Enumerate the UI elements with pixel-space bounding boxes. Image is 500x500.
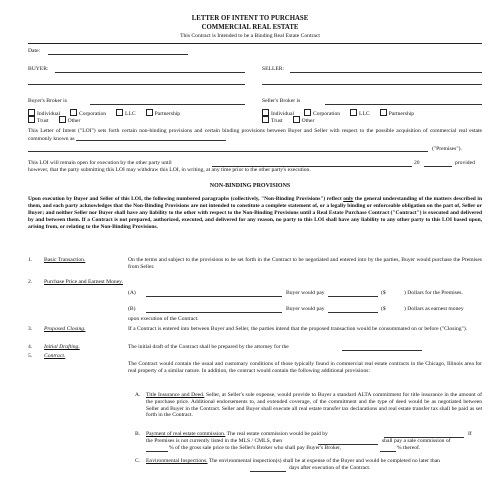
premises-line-2[interactable] (28, 151, 428, 152)
item-2-number: 2. (28, 279, 33, 285)
item-3-text: If a Contract is entered into between Buyer and Seller, the parties intend that the proposed transaction would be consummated on or before ("Closing"). (128, 326, 468, 332)
buyers-broker-line[interactable] (90, 104, 245, 105)
item-4-text: The initial draft of the Contract shall be prepared by the attorney for the (128, 344, 289, 350)
subitem-b-line2: the Premises is not currently listed in the MLS / CMLS, then (146, 438, 283, 444)
item-3-number: 3. (28, 326, 33, 332)
validity-line-2: however, that the party submitting this LOI may withdraw this LOI, in writing, at any time prior to the other party's execution. (28, 167, 311, 173)
checkbox-icon[interactable] (262, 116, 269, 123)
item-3-title: Proposed Closing. (44, 326, 86, 332)
date-line[interactable] (48, 54, 188, 55)
inspection-days-line[interactable] (250, 471, 286, 472)
nonbinding-heading: NON-BINDING PROVISIONS (209, 183, 291, 189)
subitem-b-line1: Payment of real estate commission. The real estate commission would be paid by (146, 431, 328, 437)
buyer-line-1[interactable] (55, 72, 245, 73)
item-2a-label: (A) (128, 290, 136, 296)
nonbinding-paragraph: Upon execution by Buyer and Seller of this LOI, the following numbered paragraphs (collectively, "Non-Binding Provisions") reflect only the general understanding of the matters described in them, and each party acknowledges that the Non-Binding Provisions are not intended to constitute a complete statement of, or a legally binding or enforceable obligation on the part of, Seller or Buyer; and neither Seller nor Buyer shall have any liability to the other with respect to the Non-Binding Provisions until a Real Estate Purchase Contract ("Contract") is executed and delivered by and between them. If a Contract is not prepared, authorized, executed, and delivered for any reason, no party to this LOI shall have any liability to any other party to this LOI based upon, arising from, or relating to the Non-Binding Provisions. (28, 196, 483, 230)
buyer-corporation-checkbox[interactable]: Corporation (70, 109, 106, 118)
subitem-b-line2-end: shall pay a sale commission of (382, 438, 451, 444)
buyer-individual-checkbox[interactable]: Individual (28, 109, 60, 118)
seller-partnership-checkbox[interactable]: Partnership (380, 109, 414, 118)
item-2b-label: (B) (128, 306, 136, 312)
earnest-amount-line[interactable] (328, 312, 378, 313)
item-1-text: On the terms and subject to the provisions to be set forth in the Contract to be negotiated and entered into by the parties, Buyer would purchase the Premises from Seller. (128, 257, 482, 270)
subitem-b-line3: % of the gross sale price to the Seller's Broker who shall pay Buyer's Broker, (169, 445, 342, 451)
seller-line-2[interactable] (262, 84, 482, 85)
subitem-c-label: C. (135, 458, 141, 464)
seller-llc-checkbox[interactable]: LLC (350, 109, 370, 118)
seller-trust-checkbox[interactable]: Trust (262, 116, 283, 125)
validity-year-line[interactable] (424, 166, 452, 167)
document-subtitle: This Contract is Intended to be a Binding Real Estate Contract (180, 33, 320, 39)
validity-provided: provided (455, 160, 475, 166)
seller-line-1[interactable] (290, 72, 482, 73)
seller-label: SELLER: (262, 66, 285, 72)
document-title-line1: LETTER OF INTENT TO PURCHASE (191, 15, 309, 22)
validity-year-prefix: 20 (414, 160, 420, 166)
item-5-number: 5. (28, 353, 33, 359)
item-1-number: 1. (28, 257, 33, 263)
document-title-line2: COMMERCIAL REAL ESTATE (201, 24, 299, 31)
subitem-b-if: If (468, 431, 472, 437)
item-2b-end: ) Dollars as earnest money (404, 306, 464, 312)
price-words-line[interactable] (146, 296, 282, 297)
item-2a-dollars: ($ (381, 290, 386, 296)
price-amount-line[interactable] (328, 296, 378, 297)
checkbox-icon[interactable] (28, 116, 35, 123)
validity-line-1: This LOI will remain open for execution by the other party until (28, 160, 172, 166)
item-2-title: Purchase Price and Earnest Money. (44, 279, 124, 285)
subitem-a-text: Title Insurance and Deed. Seller, at Seller's sole expense, would provide to Buyer a standard ALTA commitment for title insurance in the amount of the purchase price. Additional endorsements to, and extended coverage, of the commitment and the type of deed would be as negotiated between Seller and Buyer in the Contract. Seller and Buyer shall execute all real estate transfer tax declarations and real estate transfer tax shall be paid as set forth in the Contract. (146, 392, 482, 419)
subitem-b-label: B. (135, 431, 141, 437)
intro-paragraph: This Letter of Intent ("LOI") sets forth certain non-binding provisions and certain binding provisions between Buyer and Seller with respect to the possible acquisition of commercial real estate commonly known as (28, 128, 482, 142)
checkbox-icon[interactable] (262, 109, 269, 116)
item-2b-mid: Buyer would pay (286, 306, 325, 312)
checkbox-icon[interactable] (59, 116, 66, 123)
checkbox-icon[interactable] (146, 109, 153, 116)
checkbox-icon[interactable] (380, 109, 387, 116)
item-1-title: Basic Transaction. (44, 257, 86, 263)
checkbox-icon[interactable] (116, 109, 123, 116)
subitem-b-line3-end: % thereof. (397, 445, 421, 451)
seller-entity-row-2 (262, 116, 324, 125)
buyer-line-2[interactable] (28, 84, 245, 85)
subitem-a-label: A. (135, 392, 141, 398)
sellers-broker-line[interactable] (325, 104, 482, 105)
seller-individual-checkbox[interactable]: Individual (262, 109, 294, 118)
date-label: Date: (28, 48, 41, 54)
sellers-broker-label: Seller's Broker is (262, 98, 301, 104)
checkbox-icon[interactable] (293, 116, 300, 123)
item-5-text: The Contract would contain the usual and customary conditions of those typically found in commercial real estate contracts in the Chicago, Illinois area for real property of a similar nature. In addition, the contract would contain the following additional provisions: (128, 361, 482, 374)
header-rule (28, 43, 482, 44)
premises-tag: ("Premises"). (432, 146, 462, 152)
checkbox-icon[interactable] (70, 109, 77, 116)
buyer-llc-checkbox[interactable]: LLC (116, 109, 136, 118)
buyer-trust-checkbox[interactable]: Trust (28, 116, 49, 125)
commission-percent-line[interactable] (146, 451, 168, 452)
item-5-title: Contract. (44, 353, 66, 359)
earnest-words-line[interactable] (146, 312, 282, 313)
item-2b-continued: upon execution of the Contract. (128, 316, 199, 322)
item-2a-mid: Buyer would pay (286, 290, 325, 296)
buyer-label: BUYER: (28, 66, 49, 72)
seller-corporation-checkbox[interactable]: Corporation (304, 109, 340, 118)
item-4-title: Initial Drafting. (44, 344, 80, 350)
buyer-entity-row-2 (28, 116, 90, 125)
item-2a-end: ) Dollars for the Premises. (404, 290, 463, 296)
seller-other-checkbox[interactable]: Other (293, 116, 315, 125)
premises-address-line[interactable] (76, 135, 226, 141)
item-4-number: 4. (28, 344, 33, 350)
buyer-partnership-checkbox[interactable]: Partnership (146, 109, 180, 118)
subitem-c-line1: Environmental Inspections. The environmental inspection(s) shall be at expense of the Buyer and would be completed no later than (146, 458, 440, 464)
checkbox-icon[interactable] (28, 109, 35, 116)
drafting-party-line[interactable] (342, 350, 422, 351)
checkbox-icon[interactable] (304, 109, 311, 116)
buyers-broker-label: Buyer's Broker is (28, 98, 67, 104)
item-2b-dollars: ($ (381, 306, 386, 312)
broker-split-line[interactable] (380, 451, 396, 452)
buyer-other-checkbox[interactable]: Other (59, 116, 81, 125)
subitem-c-line2: days after execution of the Contract. (289, 465, 371, 471)
checkbox-icon[interactable] (350, 109, 357, 116)
